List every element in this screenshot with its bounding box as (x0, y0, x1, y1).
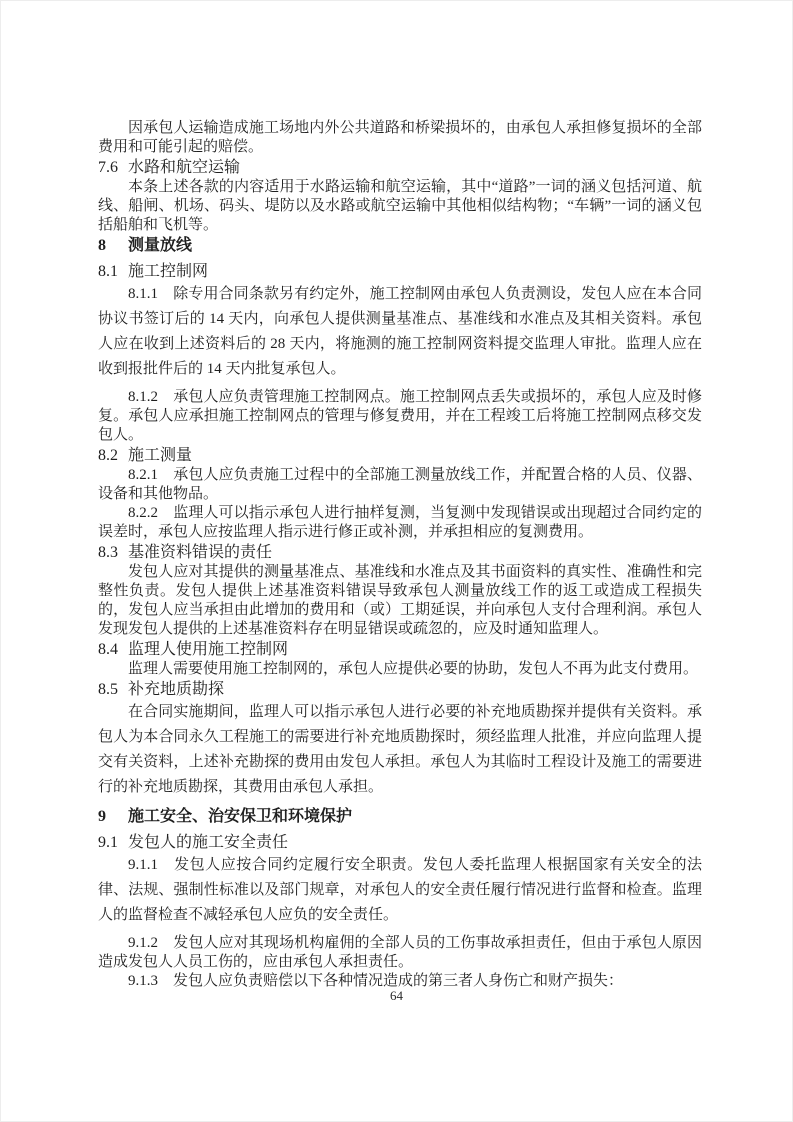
paragraph-8-5: 在合同实施期间，监理人可以指示承包人进行必要的补充地质勘探并提供有关资料。承包人为本合同永久工程施工的需要进行补充地质勘探时，须经监理人批准，并应向监理人提交有关资料，上述补充勘探的费用由发包人承担。承包人为其临时工程设计及施工的需要进行的补充地质勘探，其费用由承包人承担。 (98, 704, 702, 795)
heading-8-5 (98, 679, 702, 700)
heading-title: 基准资料错误的责任 (128, 544, 273, 561)
heading-number: 8 (98, 237, 106, 254)
heading-number: 9.1 (98, 834, 118, 851)
paragraph-8-4: 监理人需要使用施工控制网的，承包人应提供必要的协助，发包人不再为此支付费用。 (128, 661, 699, 677)
heading-number: 8.2 (98, 447, 118, 464)
heading-number: 8.3 (98, 544, 118, 561)
paragraph-8-2-1: 8.2.1 承包人应负责施工过程中的全部施工测量放线工作，并配置合格的人员、仪器、设备和其他物品。 (98, 467, 702, 502)
heading-number: 8.1 (98, 263, 118, 280)
paragraph-8-3: 发包人应对其提供的测量基准点、基准线和水准点及其书面资料的真实性、准确性和完整性负责。发包人提供上述基准资料错误导致承包人测量放线工作的返工或造成工程损失的，发包人应当承担由此增加的费用和（或）工期延误，并向承包人支付合理利润。承包人发现发包人提供的上述基准资料存在明显错误或疏忽的，应及时通知监理人。 (98, 564, 702, 637)
document-content (98, 119, 702, 991)
heading-title: 发包人的施工安全责任 (128, 834, 289, 851)
paragraph-transport-damage: 因承包人运输造成施工场地内外公共道路和桥梁损坏的，由承包人承担修复损坏的全部费用和可能引起的赔偿。 (98, 120, 702, 155)
heading-title: 施工控制网 (128, 263, 209, 280)
paragraph-7-6: 本条上述各款的内容适用于水路运输和航空运输，其中“道路”一词的涵义包括河道、航线、船闸、机场、码头、堤防以及水路或航空运输中其他相似结构物；“车辆”一词的涵义包括船舶和飞机等。 (98, 179, 702, 233)
heading-title: 补充地质勘探 (128, 681, 225, 698)
heading-number: 8.5 (98, 681, 118, 698)
heading-8-4 (98, 639, 702, 660)
heading-8-1 (98, 261, 702, 282)
heading-9 (98, 806, 702, 827)
heading-number: 7.6 (98, 159, 118, 176)
heading-title: 施工安全、治安保卫和环境保护 (128, 808, 353, 825)
heading-title: 监理人使用施工控制网 (128, 641, 289, 658)
heading-title: 水路和航空运输 (128, 159, 241, 176)
heading-9-1 (98, 832, 702, 853)
heading-title: 施工测量 (128, 447, 193, 464)
paragraph-9-1-2: 9.1.2 发包人应对其现场机构雇佣的全部人员的工伤事故承担责任，但由于承包人原因造成发包人人员工伤的，应由承包人承担责任。 (98, 935, 702, 970)
paragraph-8-1-1: 8.1.1 除专用合同条款另有约定外，施工控制网由承包人负责测设，发包人应在本合同协议书签订后的 14 天内，向承包人提供测量基准点、基准线和水准点及其相关资料。承包人应在收到上述资料后的 28 天内，将施测的施工控制网资料提交监理人审批。监理人应在收到报批件后的 14 天内批复承包人。 (98, 286, 702, 377)
paragraph-9-1-1: 9.1.1 发包人应按合同约定履行安全职责。发包人委托监理人根据国家有关安全的法律、法规、强制性标准以及部门规章，对承包人的安全责任履行情况进行监督和检查。监理人的监督检查不减轻承包人应负的安全责任。 (98, 857, 702, 923)
heading-title: 测量放线 (128, 237, 193, 254)
paragraph-8-2-2: 8.2.2 监理人可以指示承包人进行抽样复测，当复测中发现错误或出现超过合同约定的误差时，承包人应按监理人指示进行修正或补测，并承担相应的复测费用。 (98, 505, 702, 540)
heading-8-3 (98, 542, 702, 563)
page-number: 64 (390, 988, 403, 1003)
heading-7-6 (98, 157, 702, 178)
paragraph-9-1-3: 9.1.3 发包人应负责赔偿以下各种情况造成的第三者人身伤亡和财产损失： (128, 973, 624, 989)
heading-number: 8.4 (98, 641, 118, 658)
heading-8 (98, 235, 702, 256)
paragraph-8-1-2: 8.1.2 承包人应负责管理施工控制网点。施工控制网点丢失或损坏的，承包人应及时修复。承包人应承担施工控制网点的管理与修复费用，并在工程竣工后将施工控制网点移交发包人。 (98, 389, 702, 443)
heading-8-2 (98, 445, 702, 466)
heading-number: 9 (98, 808, 106, 825)
